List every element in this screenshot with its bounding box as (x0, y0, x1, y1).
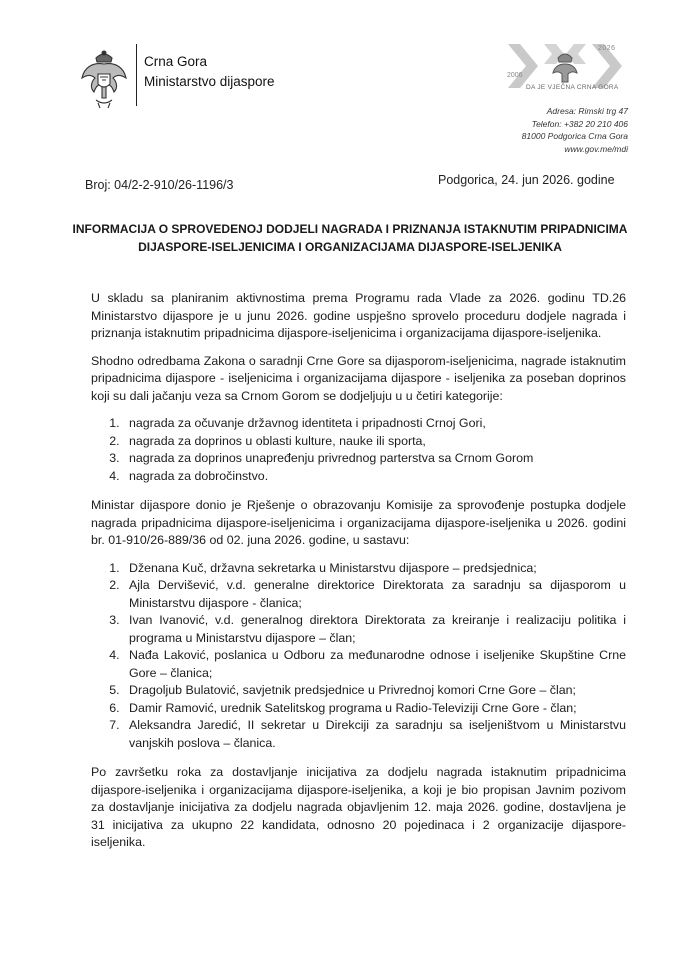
list-item: 6. Damir Ramović, urednik Satelitskog programa u Radio-Televiziji Crne Gore - član; (123, 700, 626, 718)
contact-city: 81000 Podgorica Crna Gora (521, 131, 628, 141)
country-name: Crna Gora (144, 54, 208, 69)
logo-year-start: 2006 (507, 72, 523, 79)
paragraph-3: Ministar dijaspore donio je Rješenje o obrazovanju Komisije za sprovođenje postupka dodjele nagrada pripadnicima dijaspore-iseljenicima i organizacijama dijaspore-iseljenika u 2026. godini br. 01-910/26-889/36 od 02. juna 2026. godine, u sastavu: (91, 498, 626, 547)
paragraph-2: Shodno odredbama Zakona o saradnji Crne Gore sa dijasporom-iseljenicima, nagrade istaknutim pripadnicima dijaspore - iseljenicima i organizacijama dijaspore - iseljenika za poseban doprinos koji su dali jačanju veza sa Crnom Gorom se dodjeljuju u u četiri kategorije: (91, 353, 626, 403)
list-item: 4. Nađa Laković, poslanica u Odboru za međunarodne odnose i iseljenike Skupštine Crne Gore – članica; (123, 647, 626, 682)
list-item: 3. Ivan Ivanović, v.d. generalnog direktora Direktorata za kreiranje i realizaciju politika i programa u Ministarstvu dijaspore – član; (123, 612, 626, 647)
list-item: 3. nagrada za doprinos unapređenju privrednog parterstva sa Crnom Gorom (123, 450, 626, 468)
list-item: 2. nagrada za doprinos u oblasti kulture, nauke ili sporta, (123, 433, 626, 451)
reference-number: Broj: 04/2-2-910/26-1196/3 (85, 178, 234, 192)
header-divider (136, 44, 137, 106)
document-body (91, 290, 626, 862)
list-item: 1. Dženana Kuč, državna sekretarka u Ministarstvu dijaspore – predsjednica; (123, 560, 626, 578)
coat-of-arms-icon (78, 48, 130, 110)
title-line-1: INFORMACIJA O SPROVEDENOJ DODJELI NAGRADA I PRIZNANJA ISTAKNUTIM PRIPADNICIMA (72, 222, 628, 236)
list-item: 7. Aleksandra Jaredić, II sekretar u Direkciji za saradnju sa iseljeništvom u Ministarstvu vanjskih poslova – članica. (123, 717, 626, 752)
paragraph-4: Po završetku roka za dostavljanje inicijativa za dodjelu nagrada istaknutim pripadnicima dijaspore-iseljenika i organizacijama dijaspore-iseljenika, a koji je bio propisan Javnim pozivom za dostavljanje inicijativa za dodjelu nagrada objavljenim 12. maja 2026. godine, dostavljena je 31 inicijativa za ukupno 22 kandidata, odnosno 20 pojedinaca i 2 organizacije dijaspore-iseljenika. (91, 765, 626, 849)
list-item: 1. nagrada za očuvanje državnog identiteta i pripadnosti Crnoj Gori, (123, 415, 626, 433)
ministry-name: Ministarstvo dijaspore (144, 74, 275, 89)
paragraph-1: U skladu sa planiranim aktivnostima prema Programu rada Vlade za 2026. godinu TD.26 Ministarstvo dijaspore je u junu 2026. godine uspješno sprovelo proceduru dodjele nagrada i priznanja istaknutim pripadnicima dijaspore-iseljenicima i organizacijama dijaspore-iseljenika. (91, 291, 626, 340)
award-categories-list (91, 415, 626, 485)
contact-block (522, 105, 628, 155)
list-item: 2. Ajla Dervišević, v.d. generalne direktorice Direktorata za saradnju sa dijasporom u Ministarstvu dijaspore - članica; (123, 577, 626, 612)
list-item: 4. nagrada za dobročinstvo. (123, 468, 626, 486)
commission-members-list (91, 560, 626, 753)
ministry-name-block (144, 52, 275, 92)
title-line-2: DIJASPORE-ISELJENICIMA I ORGANIZACIJAMA DIJASPORE-ISELJENIKA (138, 240, 562, 254)
list-item: 5. Dragoljub Bulatović, savjetnik predsjednice u Privrednoj komori Crne Gore – član; (123, 682, 626, 700)
document-title (60, 220, 640, 256)
logo-tagline: DA JE VJEČNA CRNA GORA (526, 84, 619, 91)
place-date: Podgorica, 24. jun 2026. godine (438, 173, 615, 187)
contact-web: www.gov.me/mdi (564, 143, 628, 154)
contact-phone: Telefon: +382 20 210 406 (531, 118, 628, 129)
contact-address: Adresa: Rimski trg 47 (546, 106, 628, 116)
logo-year-end: 2026 (598, 45, 616, 52)
